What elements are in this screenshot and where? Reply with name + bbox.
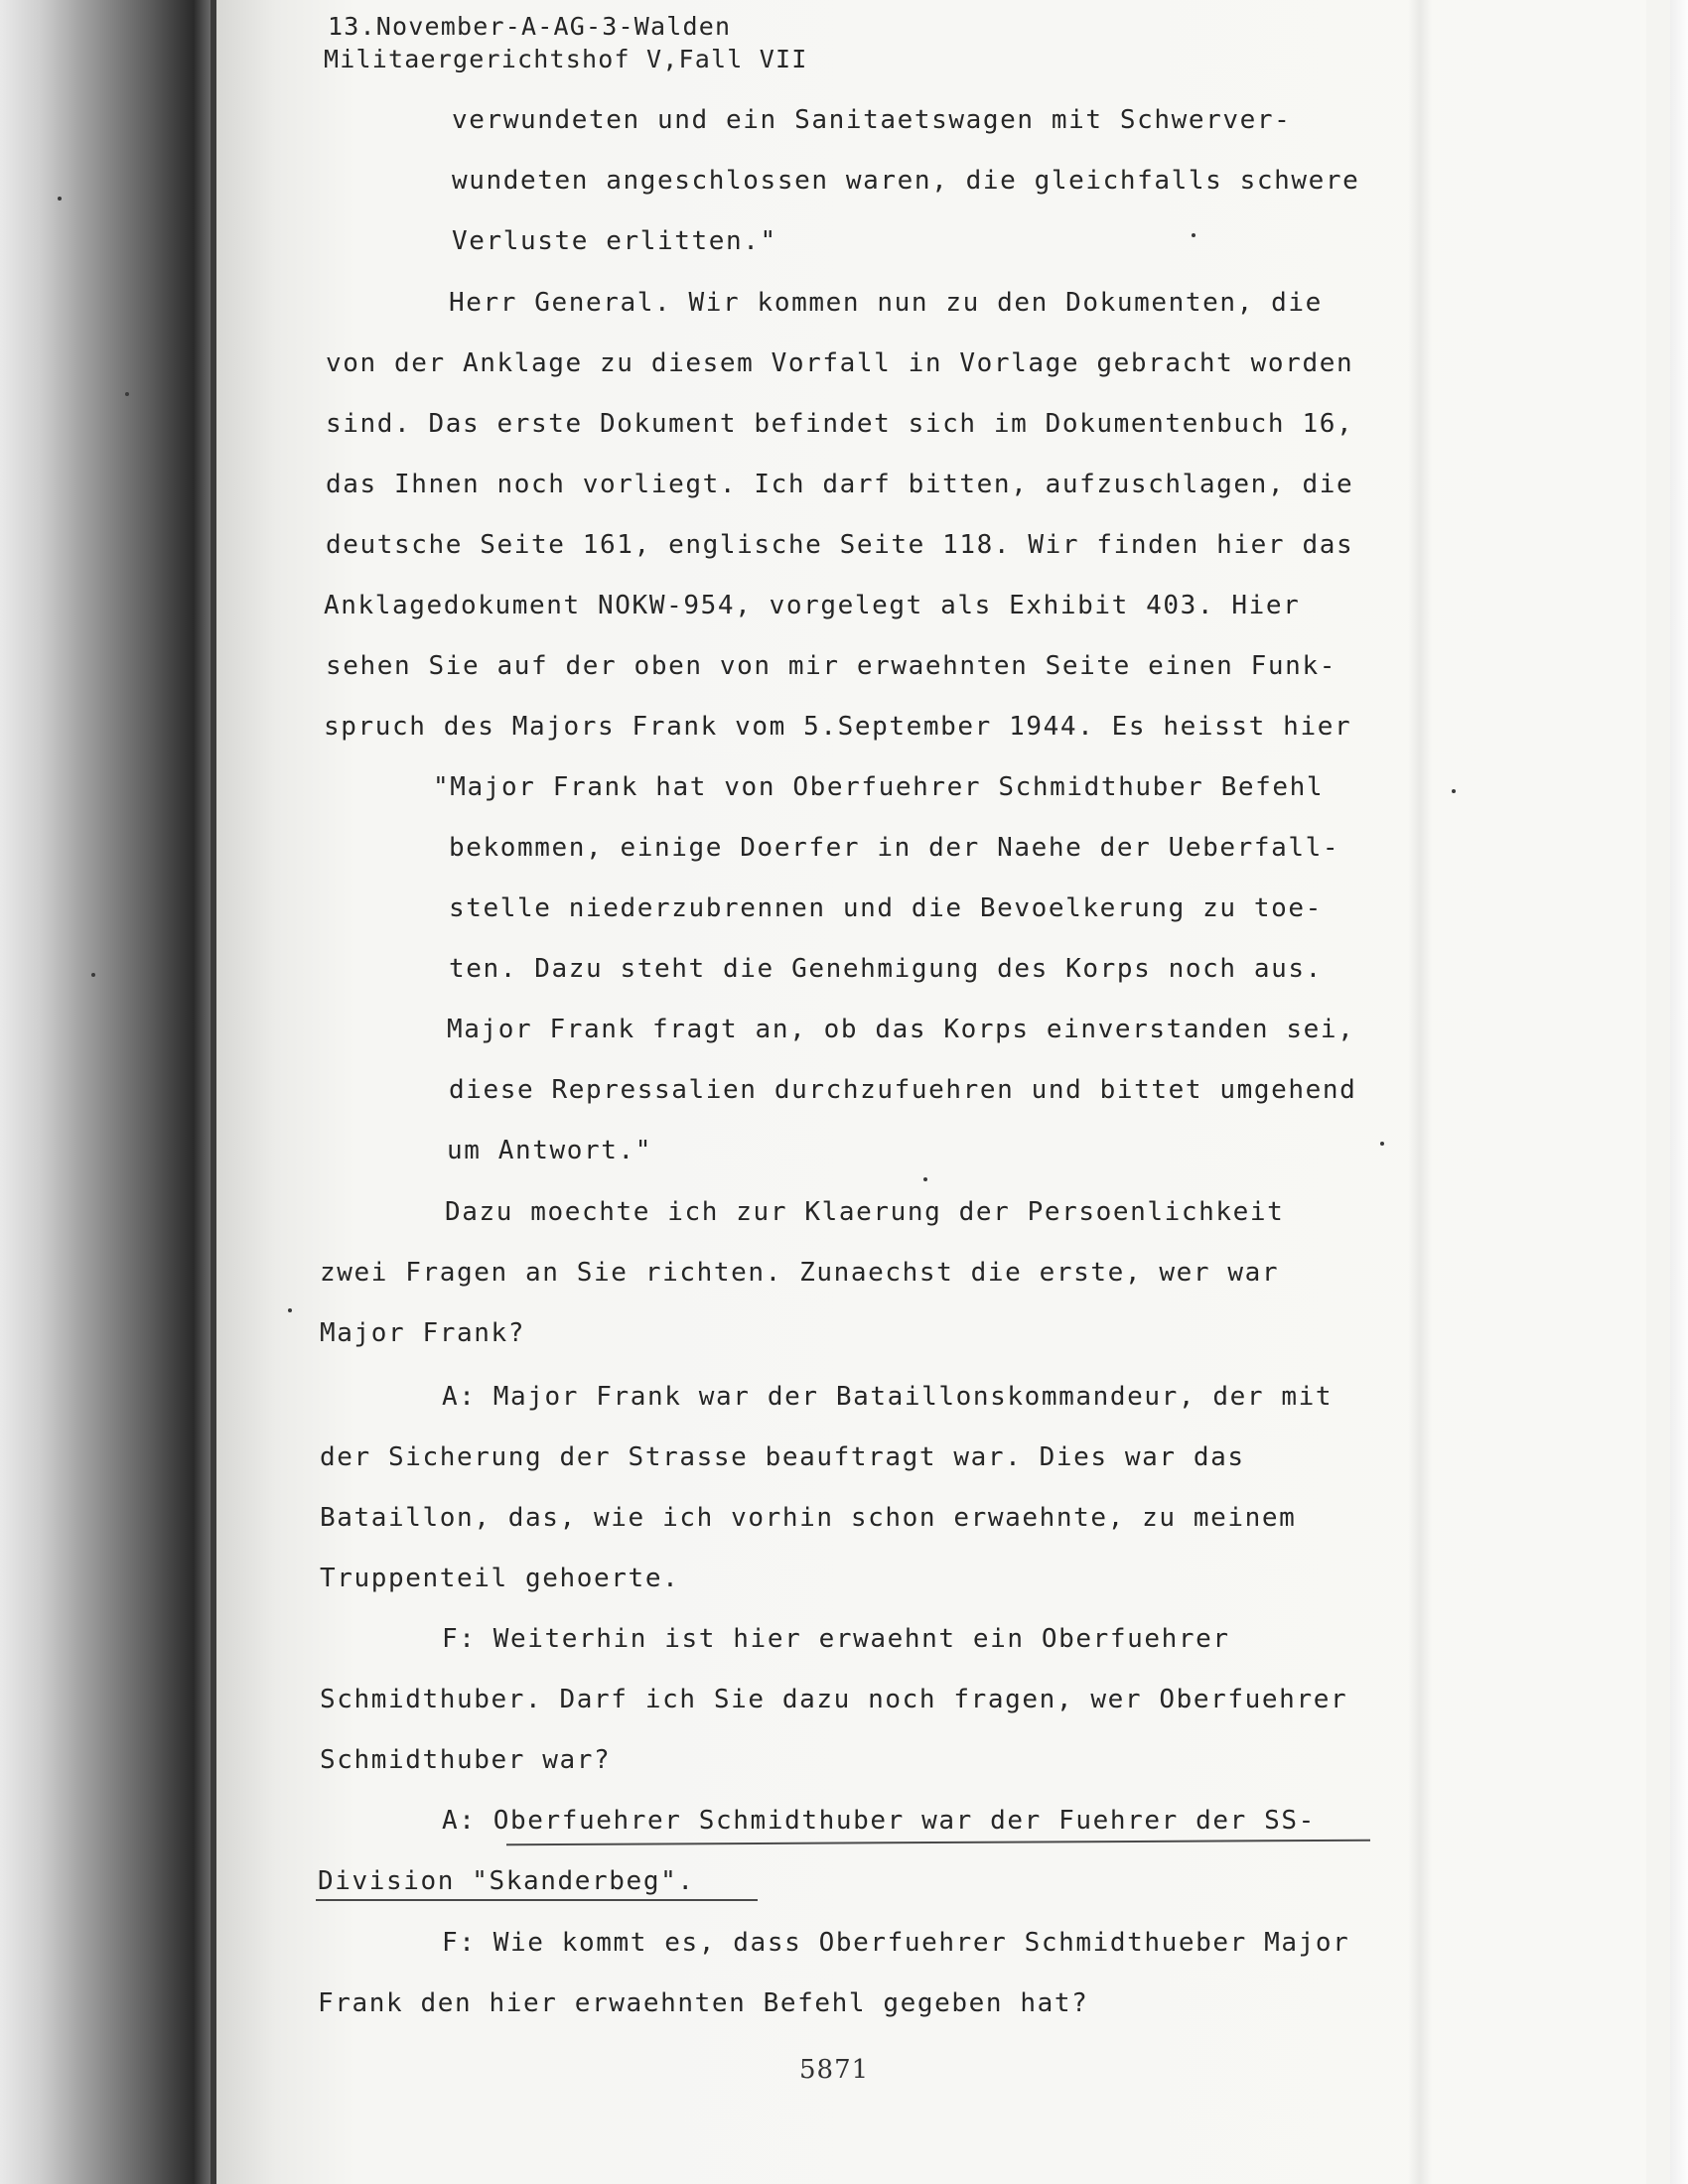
body-line-16: Major Frank fragt an, ob das Korps einverstanden sei,	[447, 1015, 1355, 1044]
scan-speck	[1192, 233, 1196, 237]
body-line-26: F: Weiterhin ist hier erwaehnt ein Oberfuehrer	[442, 1624, 1230, 1654]
body-line-2: wundeten angeschlossen waren, die gleichfalls schwere	[452, 166, 1360, 196]
scan-speck	[58, 197, 62, 201]
body-line-30: Division "Skanderbeg".	[318, 1866, 695, 1896]
scan-speck	[1380, 1142, 1384, 1146]
body-line-19: Dazu moechte ich zur Klaerung der Persoenlichkeit	[445, 1197, 1285, 1227]
body-line-7: das Ihnen noch vorliegt. Ich darf bitten, aufzuschlagen, die	[326, 470, 1354, 499]
page-number: 5871	[799, 2055, 870, 2085]
right-margin	[1670, 0, 1688, 2184]
pencil-underline	[316, 1899, 758, 1901]
body-line-11: spruch des Majors Frank vom 5.September 1944. Es heisst hier	[324, 712, 1352, 742]
body-line-9: Anklagedokument NOKW-954, vorgelegt als Exhibit 403. Hier	[324, 591, 1301, 620]
header-line-1: 13.November-A-AG-3-Walden	[328, 12, 732, 41]
body-line-4: Herr General. Wir kommen nun zu den Dokumenten, die	[449, 288, 1323, 318]
body-line-28: Schmidthuber war?	[320, 1745, 612, 1775]
body-line-32: Frank den hier erwaehnten Befehl gegeben hat?	[318, 1988, 1089, 2018]
body-line-14: stelle niederzubrennen und die Bevoelkerung zu toe-	[449, 893, 1323, 923]
body-line-3: Verluste erlitten."	[452, 226, 777, 256]
body-line-17: diese Repressalien durchzufuehren und bittet umgehend	[449, 1075, 1357, 1105]
body-line-20: zwei Fragen an Sie richten. Zunaechst die erste, wer war	[320, 1258, 1280, 1288]
header-line-2: Militaergerichtshof V,Fall VII	[324, 45, 808, 73]
body-line-13: bekommen, einige Doerfer in der Naehe der Ueberfall-	[449, 833, 1340, 863]
body-line-22: A: Major Frank war der Bataillonskommandeur, der mit	[442, 1382, 1334, 1412]
scan-speck	[923, 1177, 927, 1181]
body-line-23: der Sicherung der Strasse beauftragt war. Dies war das	[320, 1442, 1245, 1472]
page-fold-shadow	[1408, 0, 1432, 2184]
body-line-25: Truppenteil gehoerte.	[320, 1564, 680, 1593]
body-line-24: Bataillon, das, wie ich vorhin schon erwaehnte, zu meinem	[320, 1503, 1297, 1533]
body-line-10: sehen Sie auf der oben von mir erwaehnten Seite einen Funk-	[326, 651, 1336, 681]
body-line-12: "Major Frank hat von Oberfuehrer Schmidthuber Befehl	[433, 772, 1325, 802]
scan-speck	[1452, 789, 1456, 793]
body-line-18: um Antwort."	[447, 1136, 653, 1165]
body-line-6: sind. Das erste Dokument befindet sich im Dokumentenbuch 16,	[326, 409, 1354, 439]
body-line-1: verwundeten und ein Sanitaetswagen mit Schwerver-	[452, 105, 1292, 135]
body-line-8: deutsche Seite 161, englische Seite 118. Wir finden hier das	[326, 530, 1354, 560]
binding-shadow	[0, 0, 213, 2184]
body-line-29: A: Oberfuehrer Schmidthuber war der Fuehrer der SS-	[442, 1806, 1316, 1836]
body-line-5: von der Anklage zu diesem Vorfall in Vorlage gebracht worden	[326, 348, 1354, 378]
body-line-15: ten. Dazu steht die Genehmigung des Korps noch aus.	[449, 954, 1323, 984]
body-line-27: Schmidthuber. Darf ich Sie dazu noch fragen, wer Oberfuehrer	[320, 1685, 1348, 1714]
scan-speck	[288, 1308, 292, 1312]
scan-speck	[125, 392, 129, 396]
body-line-31: F: Wie kommt es, dass Oberfuehrer Schmidthueber Major	[442, 1928, 1350, 1958]
body-line-21: Major Frank?	[320, 1318, 526, 1348]
scan-speck	[91, 973, 95, 977]
